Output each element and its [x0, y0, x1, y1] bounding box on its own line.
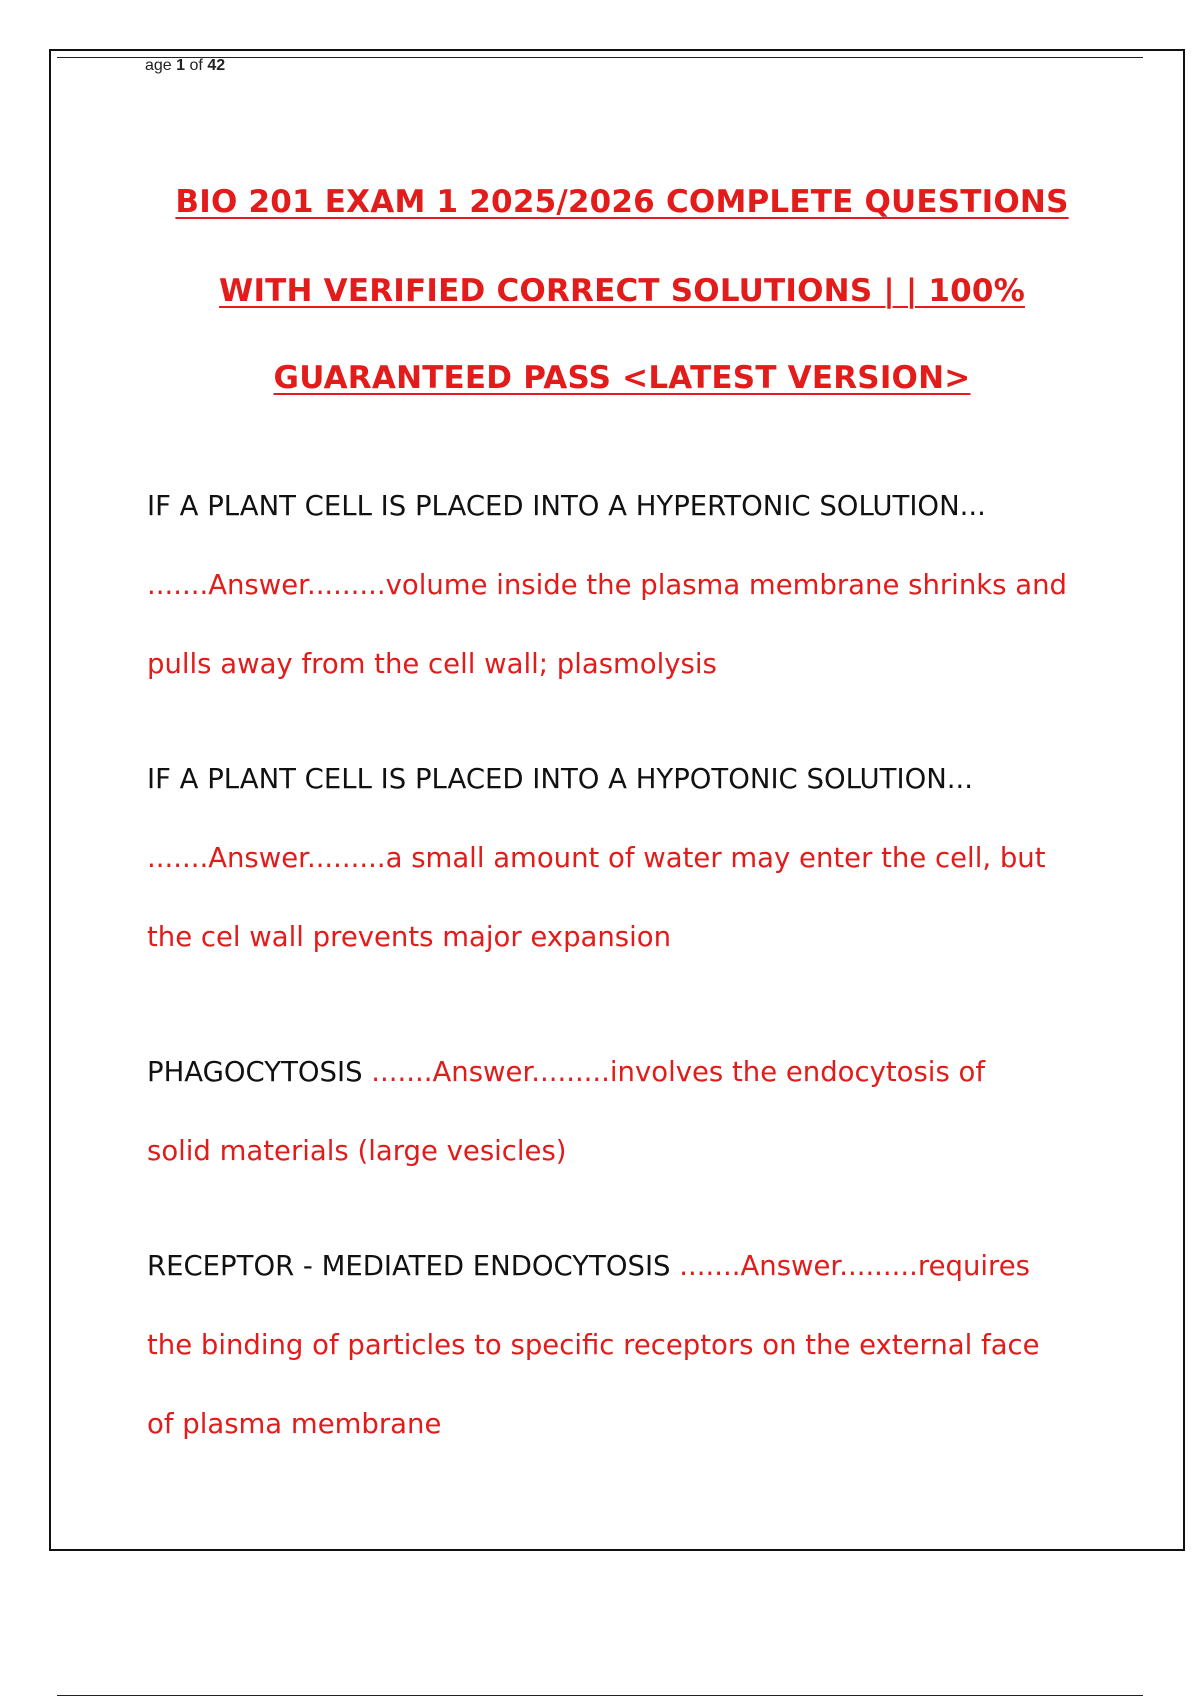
page-of: of	[189, 57, 203, 74]
answer-text-continued-2: of plasma membrane	[147, 1408, 442, 1440]
page-total: 42	[207, 57, 226, 74]
page-counter	[145, 57, 225, 75]
answer-text-continued: the binding of particles to specific receptors on the external face	[147, 1329, 1040, 1361]
question-answer-line	[147, 1033, 1137, 1112]
document-title-line-3: GUARANTEED PASS <LATEST VERSION>	[273, 360, 971, 396]
question-text: IF A PLANT CELL IS PLACED INTO A HYPERTONIC SOLUTION...	[147, 490, 986, 522]
answer-text-continued: the cel wall prevents major expansion	[147, 921, 672, 953]
qa-item-hypotonic	[147, 740, 1137, 977]
answer-text-continued: solid materials (large vesicles)	[147, 1135, 567, 1167]
next-page-header-rule	[57, 1695, 1143, 1696]
qa-item-phagocytosis	[147, 1033, 1137, 1191]
answer-text: .......Answer.........requires	[679, 1250, 1030, 1282]
question-answer-line	[147, 1227, 1137, 1306]
page-current: 1	[176, 57, 186, 74]
qa-item-hypertonic	[147, 467, 1137, 704]
answer-text: .......Answer.........involves the endocytosis of	[371, 1056, 986, 1088]
page-prefix: age	[145, 57, 172, 74]
page-frame	[49, 49, 1185, 1551]
document-title-line-1: BIO 201 EXAM 1 2025/2026 COMPLETE QUESTIONS	[175, 184, 1069, 220]
qa-item-receptor-mediated-endocytosis	[147, 1227, 1137, 1464]
answer-text-continued: pulls away from the cell wall; plasmolysis	[147, 648, 717, 680]
document-title-line-2: WITH VERIFIED CORRECT SOLUTIONS | | 100%	[219, 273, 1025, 309]
question-text: PHAGOCYTOSIS	[147, 1056, 363, 1088]
question-text: RECEPTOR - MEDIATED ENDOCYTOSIS	[147, 1250, 671, 1282]
answer-text: .......Answer.........volume inside the plasma membrane shrinks and	[147, 569, 1067, 601]
answer-text: .......Answer.........a small amount of water may enter the cell, but	[147, 842, 1046, 874]
question-text: IF A PLANT CELL IS PLACED INTO A HYPOTONIC SOLUTION...	[147, 763, 974, 795]
